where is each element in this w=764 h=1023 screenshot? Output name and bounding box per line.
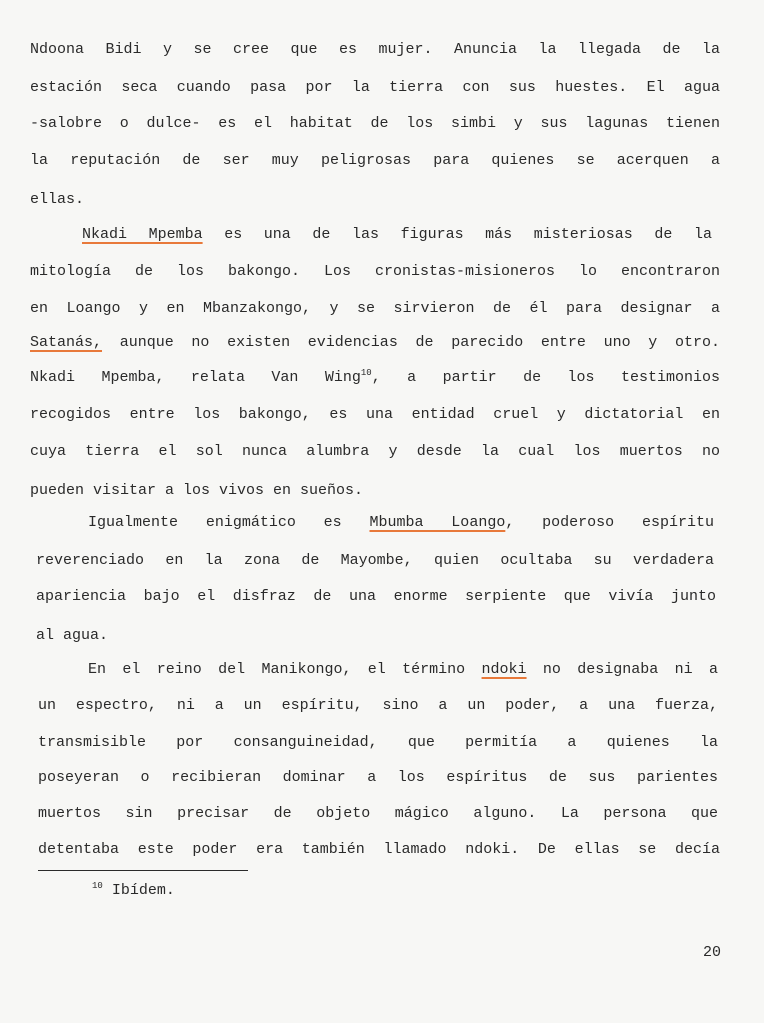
page-number: 20: [702, 944, 721, 961]
footnote-separator: [38, 870, 248, 871]
paragraph1-line: ellas.: [30, 191, 85, 208]
paragraph1-line: la reputación de ser muy peligrosas para quienes se acerquen a: [30, 152, 720, 169]
paragraph3-line: Igualmente enigmático es Mbumba Loango, poderoso espíritu: [88, 514, 714, 531]
footnote: [92, 882, 175, 899]
highlighted-term: ndoki: [481, 661, 527, 678]
paragraph2-line: mitología de los bakongo. Los cronistas-misioneros lo encontraron: [30, 263, 720, 280]
highlighted-term: Nkadi Mpemba: [82, 226, 203, 243]
paragraph4-line: En el reino del Manikongo, el término ndoki no designaba ni a: [88, 661, 719, 678]
paragraph4-line: muertos sin precisar de objeto mágico alguno. La persona que: [38, 805, 718, 822]
paragraph1-line: estación seca cuando pasa por la tierra con sus huestes. El agua: [30, 79, 720, 96]
highlighted-term: Satanás,: [30, 334, 103, 351]
paragraph1-line: -salobre o dulce- es el habitat de los simbi y sus lagunas tienen: [30, 115, 720, 132]
paragraph3-line: apariencia bajo el disfraz de una enorme serpiente que vivía junto: [36, 588, 716, 605]
footnote-reference: 10: [360, 368, 372, 378]
highlighted-term: Mbumba Loango: [369, 514, 506, 531]
paragraph3-line: reverenciado en la zona de Mayombe, quien ocultaba su verdadera: [36, 552, 714, 569]
paragraph2-line: recogidos entre los bakongo, es una entidad cruel y dictatorial en: [30, 406, 720, 423]
paragraph2-line: cuya tierra el sol nunca alumbra y desde la cual los muertos no: [30, 443, 720, 460]
paragraph4-line: un espectro, ni a un espíritu, sino a un poder, a una fuerza,: [38, 697, 718, 714]
paragraph4-line: detentaba este poder era también llamado ndoki. De ellas se decía: [38, 841, 720, 858]
paragraph2-line: en Loango y en Mbanzakongo, y se sirvieron de él para designar a: [30, 300, 720, 317]
paragraph1-line: Ndoona Bidi y se cree que es mujer. Anuncia la llegada de la: [30, 41, 720, 58]
footnote-text: Ibídem.: [102, 882, 175, 899]
paragraph2-line: Satanás, aunque no existen evidencias de parecido entre uno y otro.: [30, 334, 720, 351]
paragraph2-line: Nkadi Mpemba es una de las figuras más misteriosas de la: [82, 226, 712, 243]
footnote-marker: 10: [92, 881, 103, 891]
paragraph4-line: transmisible por consanguineidad, que permitía a quienes la: [38, 734, 718, 751]
paragraph4-line: poseyeran o recibieran dominar a los espíritus de sus parientes: [38, 769, 718, 786]
paragraph2-line: Nkadi Mpemba, relata Van Wing$^{10}$, a partir de los testimonios: [30, 368, 721, 386]
paragraph2-line: pueden visitar a los vivos en sueños.: [30, 482, 364, 499]
paragraph3-line: al agua.: [36, 627, 109, 644]
